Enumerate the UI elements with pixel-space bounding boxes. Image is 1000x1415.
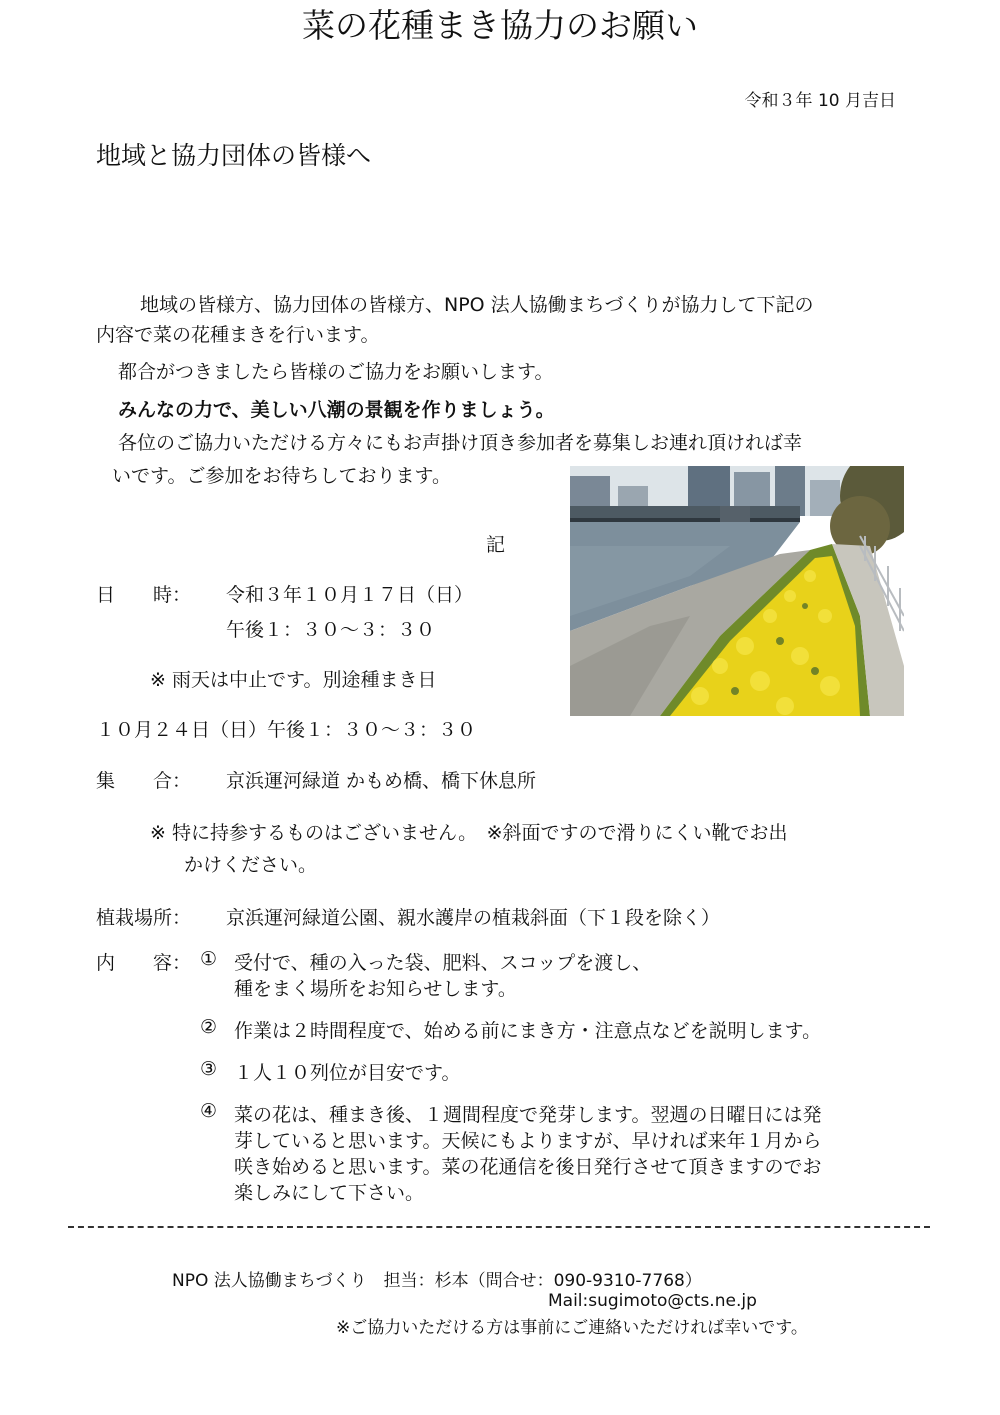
content-label: 内 容：: [96, 952, 192, 974]
rain-note: ※ 雨天は中止です。別途種まき日: [150, 669, 437, 691]
rapeseed-flower-photo: [570, 466, 904, 716]
schedule-time: 午後１：３０〜３：３０: [226, 619, 436, 641]
schedule-label: 日 時：: [96, 584, 192, 606]
content-item-1-line-2: 種をまく場所をお知らせします。: [234, 978, 517, 1000]
content-item-4-line-3: 咲き始めると思います。菜の花通信を後日発行させて頂きますのでお: [234, 1156, 822, 1178]
contact-line: NPO 法人協働まちづくり 担当：杉本（問合せ：090-9310-7768）: [172, 1271, 702, 1291]
meeting-note-line-1: ※ 特に持参するものはございません。 ※斜面ですので滑りにくい靴でお出: [150, 822, 788, 844]
content-item-2-number: ②: [200, 1016, 218, 1038]
addressee: 地域と協力団体の皆様へ: [96, 141, 372, 170]
planting-label: 植栽場所：: [96, 907, 192, 929]
schedule-date: 令和３年１０月１７日（日）: [226, 584, 474, 606]
intro-line-4: みんなの力で、美しい八潮の景観を作りましょう。: [118, 399, 555, 421]
content-item-1-number: ①: [200, 948, 218, 970]
content-item-4-line-4: 楽しみにして下さい。: [234, 1182, 425, 1204]
meeting-place: 京浜運河緑道 かもめ橋、橋下休息所: [226, 770, 537, 792]
intro-line-1: 地域の皆様方、協力団体の皆様方、NPO 法人協働まちづくりが協力して下記の: [140, 294, 814, 316]
contact-note: ※ご協力いただける方は事前にご連絡いただければ幸いです。: [336, 1318, 808, 1338]
planting-place: 京浜運河緑道公園、親水護岸の植栽斜面（下１段を除く）: [226, 907, 721, 929]
meeting-label: 集 合：: [96, 770, 192, 792]
contact-email: Mail:sugimoto@cts.ne.jp: [548, 1291, 757, 1311]
alternate-date: １０月２４日（日）午後１：３０〜３：３０: [96, 719, 477, 741]
intro-line-5: 各位のご協力いただける方々にもお声掛け頂き参加者を募集しお連れ頂ければ幸: [118, 432, 803, 454]
content-item-4-line-1: 菜の花は、種まき後、１週間程度で発芽します。翌週の日曜日には発: [234, 1104, 822, 1126]
content-item-1-line-1: 受付で、種の入った袋、肥料、スコップを渡し、: [234, 952, 652, 974]
content-item-3-number: ③: [200, 1058, 218, 1080]
document-date: 令和３年 10 月吉日: [744, 91, 896, 111]
ki-heading: 記: [486, 534, 506, 556]
content-item-4-number: ④: [200, 1100, 218, 1122]
content-item-3-line-1: １人１０列位が目安です。: [234, 1062, 461, 1084]
intro-line-2: 内容で菜の花種まきを行います。: [96, 324, 380, 346]
intro-line-6: いです。ご参加をお待ちしております。: [112, 465, 451, 487]
footer-divider: [68, 1226, 930, 1228]
content-item-2-line-1: 作業は２時間程度で、始める前にまき方・注意点などを説明します。: [234, 1020, 822, 1042]
content-item-4-line-2: 芽していると思います。天候にもよりますが、早ければ来年１月から: [234, 1130, 822, 1152]
intro-line-3: 都合がつきましたら皆様のご協力をお願いします。: [118, 361, 554, 383]
meeting-note-line-2: かけください。: [184, 854, 318, 876]
page-title: 菜の花種まき協力のお願い: [302, 6, 698, 45]
